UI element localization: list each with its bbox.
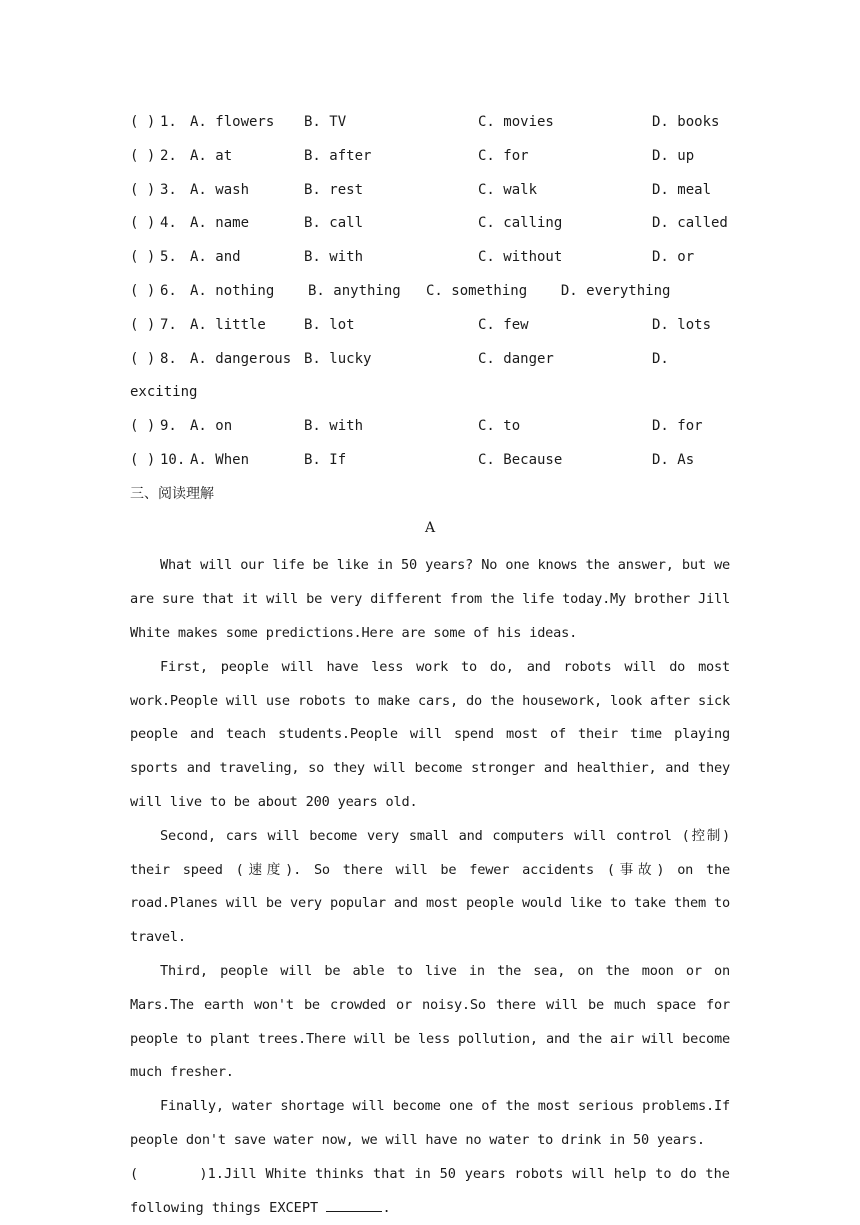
option-b: B. after (304, 147, 372, 164)
question-number: 10. (160, 451, 186, 468)
option-b: B. TV (304, 114, 347, 130)
answer-bracket[interactable]: ( ) (130, 418, 156, 435)
option-c: C. walk (478, 181, 538, 198)
cloze-question-4 (130, 211, 730, 245)
option-d: D. for (652, 418, 703, 435)
option-b: B. lot (304, 316, 355, 333)
option-a: A. and (190, 249, 241, 266)
option-d: D. or (652, 249, 695, 266)
question-number: 4. (160, 215, 177, 232)
question-end: . (382, 1199, 391, 1216)
question-number: 1. (160, 114, 177, 130)
option-c: C. to (478, 418, 521, 435)
option-c: C. without (478, 249, 563, 266)
passage-paragraph-5: Finally, water shortage will become one of the most serious problems.If people don't save water now, we will have no water to drink in 50 years. (130, 1098, 730, 1148)
option-b: B. with (304, 418, 364, 435)
option-c: C. movies (478, 114, 554, 130)
answer-bracket[interactable]: ( ) (130, 181, 156, 198)
option-b: B. with (304, 249, 364, 266)
reading-question-1 (130, 1158, 730, 1225)
cloze-question-8 (130, 347, 730, 381)
passage-paragraph-3: Second, cars will become very small and computers will control (控制) their speed (速度). So there will be fewer accidents (事故) on the road.Planes will be very popular and most people would like to take them to travel. (130, 827, 730, 946)
answer-bracket[interactable]: ( ) (130, 451, 156, 468)
option-d: D. meal (652, 181, 712, 198)
cloze-question-5 (130, 245, 730, 279)
option-c: C. danger (478, 350, 554, 367)
option-a: A. flowers (190, 114, 275, 130)
option-c: C. Because (478, 451, 563, 468)
question-number: 7. (160, 316, 177, 333)
document-page (130, 110, 730, 1225)
question-number: 2. (160, 147, 177, 164)
option-line: A. nothing B. anything C. something D. everything (190, 282, 671, 299)
option-d: D. As (652, 451, 695, 468)
question-number: 5. (160, 249, 177, 266)
option-b: B. call (304, 215, 364, 232)
question-text: 1.Jill White thinks that in 50 years robots will help to do the following things EXCEPT (130, 1165, 730, 1216)
option-c: C. calling (478, 215, 563, 232)
passage-paragraph-2: First, people will have less work to do, and robots will do most work.People will use robots to make cars, do the housework, look after sick people and teach students.People will spend most of their time playing sports and traveling, so they will become stronger and healthier, and they will live to be about 200 years old. (130, 658, 730, 810)
option-a: A. at (190, 147, 233, 164)
option-d: D. lots (652, 316, 712, 333)
option-d: D. called (652, 215, 728, 232)
answer-blank[interactable] (326, 1195, 382, 1212)
passage-paragraph-4: Third, people will be able to live in the sea, on the moon or on Mars.The earth won't be crowded or noisy.So there will be much space for people to plant trees.There will be less pollution, and the air will become much fresher. (130, 962, 730, 1081)
cloze-question-7 (130, 313, 730, 347)
answer-bracket[interactable]: ( ) (130, 282, 156, 299)
option-b: B. If (304, 451, 347, 468)
option-a: A. name (190, 215, 250, 232)
option-b: B. rest (304, 181, 364, 198)
passage-paragraph-1: What will our life be like in 50 years? No one knows the answer, but we are sure that it will be very different from the life today.My brother Jill White makes some predictions.Here are some of his ideas. (130, 557, 730, 641)
option-d: D. up (652, 147, 695, 164)
answer-bracket[interactable]: ( ) (130, 350, 156, 367)
option-d: D. (652, 350, 669, 367)
option-a: A. dangerous (190, 350, 292, 367)
answer-bracket[interactable]: ( ) (130, 114, 156, 130)
option-a: A. wash (190, 181, 250, 198)
question-number: 3. (160, 181, 177, 198)
cloze-question-1 (130, 110, 730, 144)
answer-bracket[interactable]: ( ) (130, 147, 156, 164)
option-a: A. When (190, 451, 250, 468)
option-a: A. little (190, 316, 266, 333)
question-number: 6. (160, 282, 177, 299)
cloze-question-10 (130, 448, 730, 482)
option-c: C. few (478, 316, 529, 333)
question-number: 8. (160, 350, 177, 367)
option-a: A. on (190, 418, 233, 435)
passage-title: A (424, 519, 436, 536)
question-number: 9. (160, 418, 177, 435)
option-c: C. for (478, 147, 529, 164)
cloze-question-9 (130, 414, 730, 448)
option-d-wrapped: exciting (130, 384, 198, 401)
answer-bracket[interactable]: ( ) (130, 215, 156, 232)
cloze-question-2 (130, 144, 730, 178)
cloze-question-3 (130, 178, 730, 212)
answer-bracket[interactable]: ( ) (130, 1165, 208, 1182)
answer-bracket[interactable]: ( ) (130, 316, 156, 333)
answer-bracket[interactable]: ( ) (130, 249, 156, 266)
cloze-question-6 (130, 279, 730, 313)
section-title: 三、阅读理解 (130, 485, 214, 502)
option-b: B. lucky (304, 350, 372, 367)
option-d: D. books (652, 114, 720, 130)
